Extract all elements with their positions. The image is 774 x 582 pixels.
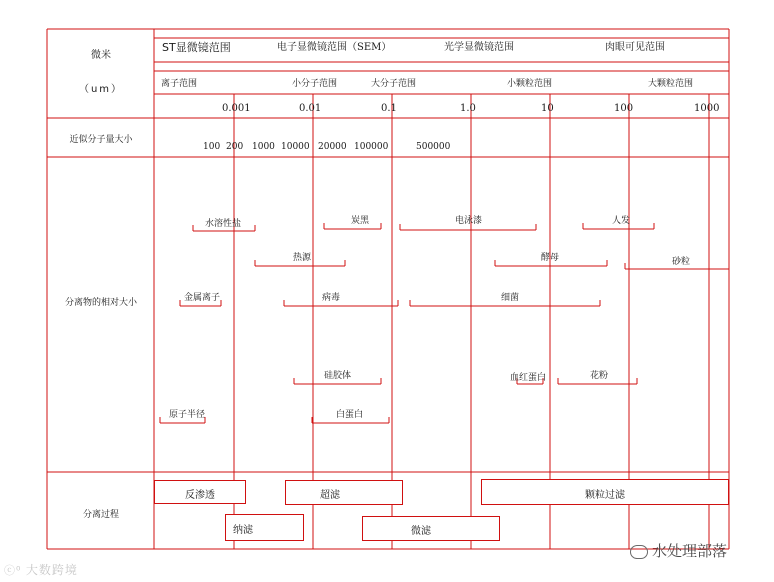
micron-tick: 0.01 (299, 103, 322, 114)
wechat-icon (630, 545, 648, 559)
process-uf-label: 超滤 (320, 490, 340, 501)
micron-tick: 10 (541, 103, 554, 114)
row-label-molecular-weight: 近似分子量大小 (69, 135, 133, 145)
row-label-micron: 微米 (91, 50, 111, 61)
micron-tick: 1000 (694, 103, 720, 114)
mw-tick: 100000 (354, 142, 389, 152)
micron-tick: 0.001 (222, 103, 251, 114)
separand-albumin: 白蛋白 (336, 410, 364, 420)
watermark-logo-icon: ⓒ⁰ (4, 564, 26, 577)
mw-tick: 20000 (318, 142, 347, 152)
range-ion: 离子范围 (161, 79, 198, 89)
separand-pyrogen: 热源 (293, 253, 312, 263)
row-label-relative-size: 分离物的相对大小 (64, 298, 137, 308)
mw-tick: 10000 (281, 142, 310, 152)
micron-tick: 1.0 (460, 103, 476, 114)
separand-hemoglobin: 血红蛋白 (510, 373, 547, 383)
separand-yeast: 酵母 (541, 253, 560, 263)
micron-tick: 0.1 (381, 103, 397, 114)
process-nf-label: 纳滤 (233, 525, 253, 536)
separand-sand: 砂粒 (672, 257, 691, 267)
mw-tick: 500000 (416, 142, 451, 152)
separand-human-hair: 人发 (612, 216, 631, 226)
row-label-micron-unit: （um） (78, 84, 124, 95)
process-particle-label: 颗粒过滤 (585, 490, 625, 501)
separand-paint-pigment: 电泳漆 (455, 216, 483, 226)
watermark-right: 水处理部落 (630, 540, 727, 561)
process-mf-label: 微滤 (411, 526, 431, 537)
microscope-eye: 肉眼可见范围 (605, 42, 665, 53)
microscope-optical: 光学显微镜范围 (444, 42, 514, 53)
separand-metal-ion: 金属离子 (184, 293, 221, 303)
process-ro-label: 反渗透 (185, 490, 215, 501)
separand-bacteria: 细菌 (501, 293, 520, 303)
micron-tick: 100 (614, 103, 634, 114)
separand-carbon-black: 炭黑 (351, 216, 370, 226)
separand-atomic-radius: 原子半径 (169, 410, 206, 420)
separand-virus: 病毒 (322, 293, 341, 303)
microscope-sem: 电子显微镜范围（SEM） (277, 42, 392, 53)
range-macro-particle: 大颗粒范围 (648, 79, 694, 89)
separand-aqueous-salt: 水溶性盐 (205, 219, 242, 229)
range-macro-molecule: 大分子范围 (371, 79, 417, 89)
mw-tick: 100 (203, 142, 221, 152)
mw-tick: 200 (226, 142, 244, 152)
separand-pollen: 花粉 (590, 371, 609, 381)
mw-tick: 1000 (252, 142, 275, 152)
row-label-separation: 分离过程 (82, 510, 119, 520)
microscope-st: ST显微镜范围 (162, 41, 231, 54)
range-small-molecule: 小分子范围 (292, 79, 338, 89)
watermark-left: ⓒ⁰ 大数跨境 (4, 563, 78, 577)
range-micro-particle: 小颗粒范围 (507, 79, 553, 89)
separand-colloid: 硅胶体 (324, 371, 352, 381)
